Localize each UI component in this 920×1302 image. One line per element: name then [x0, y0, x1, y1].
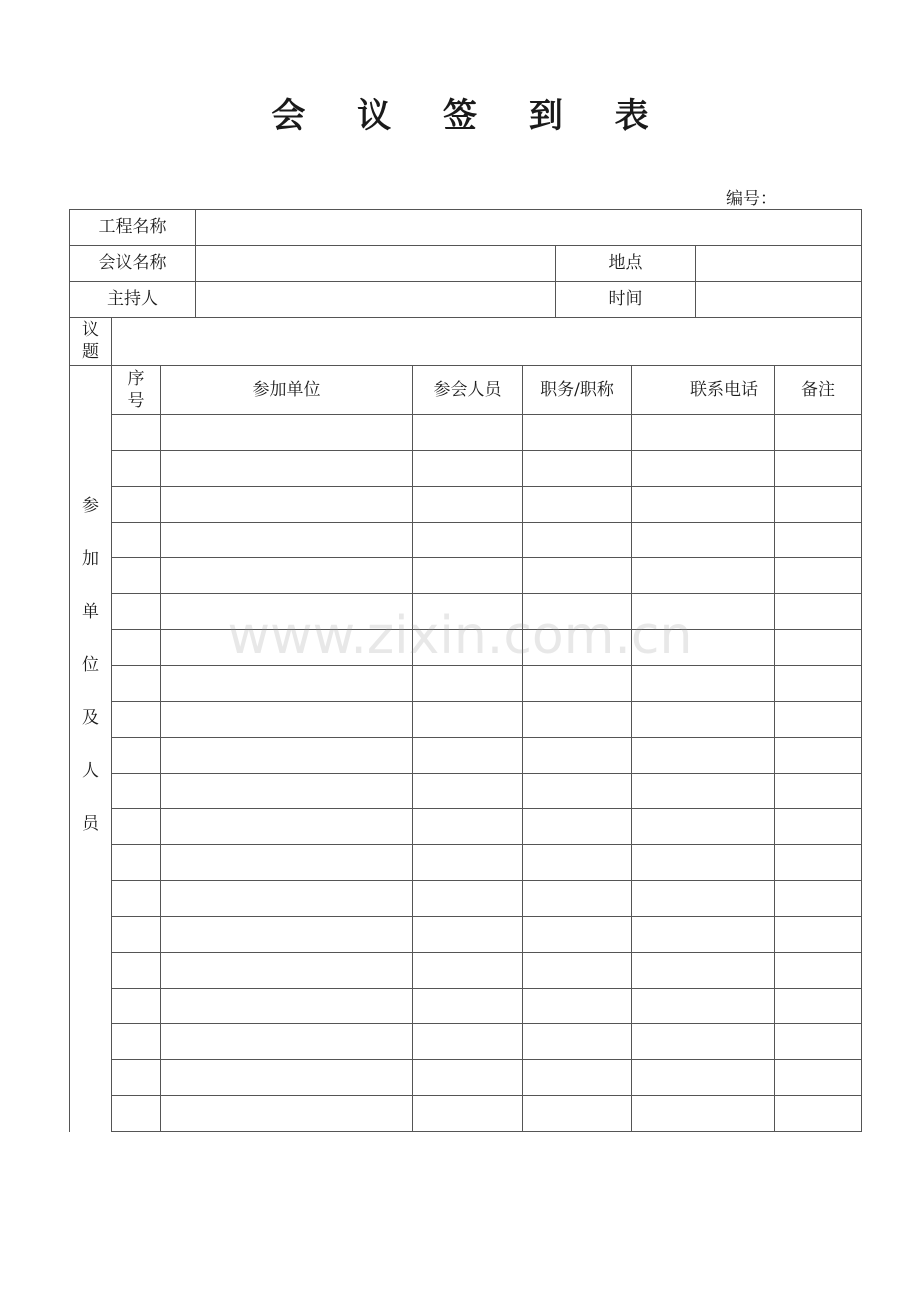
- table-cell-phone[interactable]: [632, 594, 774, 629]
- host-field[interactable]: [196, 282, 555, 316]
- table-rule: [111, 1131, 862, 1132]
- table-cell-seq[interactable]: [112, 738, 160, 773]
- table-cell-remark[interactable]: [775, 989, 861, 1023]
- col-header-seq: [112, 366, 160, 414]
- table-cell-title[interactable]: [523, 738, 631, 773]
- table-cell-unit[interactable]: [161, 487, 412, 522]
- table-cell-seq[interactable]: [112, 451, 160, 486]
- side-label-char: 及: [82, 708, 99, 728]
- table-cell-title[interactable]: [523, 953, 631, 988]
- table-cell-phone[interactable]: [632, 953, 774, 988]
- table-rule: [695, 245, 696, 318]
- table-cell-phone[interactable]: [632, 451, 774, 486]
- table-cell-attendee[interactable]: [413, 881, 522, 916]
- table-cell-title[interactable]: [523, 1024, 631, 1059]
- table-cell-phone[interactable]: [632, 917, 774, 952]
- table-cell-remark[interactable]: [775, 953, 861, 988]
- topic-field[interactable]: [112, 318, 861, 364]
- meeting-name-field[interactable]: [196, 246, 555, 280]
- table-cell-phone[interactable]: [632, 1024, 774, 1059]
- table-cell-remark[interactable]: [775, 523, 861, 557]
- table-cell-seq[interactable]: [112, 558, 160, 593]
- table-cell-phone[interactable]: [632, 845, 774, 880]
- table-cell-seq[interactable]: [112, 666, 160, 701]
- table-cell-remark[interactable]: [775, 774, 861, 808]
- table-cell-seq[interactable]: [112, 989, 160, 1023]
- table-cell-seq[interactable]: [112, 1060, 160, 1095]
- table-cell-phone[interactable]: [632, 630, 774, 665]
- col-header-title: 职务/职称: [540, 380, 614, 400]
- table-cell-attendee[interactable]: [413, 666, 522, 701]
- table-cell-unit[interactable]: [161, 953, 412, 988]
- table-cell-seq[interactable]: [112, 1096, 160, 1131]
- table-cell-title[interactable]: [523, 702, 631, 737]
- table-cell-seq[interactable]: [112, 881, 160, 916]
- col-header-unit: 参加单位: [252, 380, 321, 400]
- table-cell-unit[interactable]: [161, 845, 412, 880]
- table-cell-title[interactable]: [523, 917, 631, 952]
- table-cell-title[interactable]: [523, 594, 631, 629]
- table-cell-attendee[interactable]: [413, 1060, 522, 1095]
- table-cell-seq[interactable]: [112, 774, 160, 808]
- table-cell-attendee[interactable]: [413, 1096, 522, 1131]
- table-cell-remark[interactable]: [775, 702, 861, 737]
- table-cell-unit[interactable]: [161, 809, 412, 844]
- table-cell-remark[interactable]: [775, 1096, 861, 1131]
- table-cell-attendee[interactable]: [413, 487, 522, 522]
- table-cell-seq[interactable]: [112, 702, 160, 737]
- table-cell-title[interactable]: [523, 809, 631, 844]
- side-label-char: 加: [82, 549, 99, 569]
- table-cell-attendee[interactable]: [413, 594, 522, 629]
- table-cell-unit[interactable]: [161, 1096, 412, 1131]
- table-cell-unit[interactable]: [161, 666, 412, 701]
- table-cell-title[interactable]: [523, 451, 631, 486]
- table-cell-attendee[interactable]: [413, 558, 522, 593]
- table-cell-seq[interactable]: [112, 845, 160, 880]
- table-rule: [69, 209, 70, 1132]
- table-cell-seq[interactable]: [112, 630, 160, 665]
- table-rule: [555, 245, 556, 318]
- table-cell-remark[interactable]: [775, 558, 861, 593]
- table-cell-attendee[interactable]: [413, 451, 522, 486]
- table-cell-phone[interactable]: [632, 558, 774, 593]
- table-cell-phone[interactable]: [632, 1096, 774, 1131]
- table-cell-unit[interactable]: [161, 881, 412, 916]
- side-label-char: 单: [82, 602, 99, 622]
- table-cell-seq[interactable]: [112, 415, 160, 450]
- table-cell-remark[interactable]: [775, 451, 861, 486]
- table-cell-remark[interactable]: [775, 917, 861, 952]
- table-cell-title[interactable]: [523, 1096, 631, 1131]
- table-cell-phone[interactable]: [632, 774, 774, 808]
- table-cell-title[interactable]: [523, 881, 631, 916]
- time-field[interactable]: [696, 282, 861, 316]
- table-cell-attendee[interactable]: [413, 774, 522, 808]
- topic-label-text: 议题: [82, 320, 99, 362]
- table-cell-phone[interactable]: [632, 523, 774, 557]
- table-cell-title[interactable]: [523, 415, 631, 450]
- table-rule: [69, 281, 862, 282]
- table-cell-seq[interactable]: [112, 1024, 160, 1059]
- table-cell-phone[interactable]: [632, 738, 774, 773]
- table-cell-title[interactable]: [523, 845, 631, 880]
- table-cell-attendee[interactable]: [413, 917, 522, 952]
- meeting-name-label: 会议名称: [98, 253, 167, 273]
- table-cell-remark[interactable]: [775, 594, 861, 629]
- table-rule: [69, 317, 862, 318]
- table-cell-seq[interactable]: [112, 917, 160, 952]
- host-label: 主持人: [107, 289, 158, 309]
- table-rule: [69, 245, 862, 246]
- table-cell-phone[interactable]: [632, 809, 774, 844]
- side-label-char: 人: [82, 761, 99, 781]
- topic-label: [70, 317, 111, 365]
- table-cell-unit[interactable]: [161, 451, 412, 486]
- col-header-seq-text: 序号: [127, 369, 145, 411]
- table-cell-attendee[interactable]: [413, 702, 522, 737]
- table-cell-remark[interactable]: [775, 881, 861, 916]
- table-cell-attendee[interactable]: [413, 738, 522, 773]
- table-cell-remark[interactable]: [775, 666, 861, 701]
- table-cell-attendee[interactable]: [413, 523, 522, 557]
- col-header-remark: 备注: [801, 380, 835, 400]
- table-cell-seq[interactable]: [112, 809, 160, 844]
- participants-side-label: [70, 495, 111, 835]
- table-cell-attendee[interactable]: [413, 1024, 522, 1059]
- table-cell-remark[interactable]: [775, 630, 861, 665]
- table-cell-seq[interactable]: [112, 523, 160, 557]
- table-cell-remark[interactable]: [775, 1060, 861, 1095]
- table-cell-remark[interactable]: [775, 809, 861, 844]
- table-cell-unit[interactable]: [161, 415, 412, 450]
- table-rule: [69, 365, 862, 366]
- table-cell-title[interactable]: [523, 774, 631, 808]
- table-cell-title[interactable]: [523, 989, 631, 1023]
- col-header-attendee: 参会人员: [433, 380, 502, 400]
- table-cell-attendee[interactable]: [413, 809, 522, 844]
- table-cell-unit[interactable]: [161, 1024, 412, 1059]
- location-field[interactable]: [696, 246, 861, 280]
- table-cell-remark[interactable]: [775, 415, 861, 450]
- table-cell-unit[interactable]: [161, 917, 412, 952]
- table-rule: [861, 209, 862, 1132]
- table-cell-seq[interactable]: [112, 953, 160, 988]
- table-cell-seq[interactable]: [112, 594, 160, 629]
- table-cell-unit[interactable]: [161, 558, 412, 593]
- project-name-field[interactable]: [196, 210, 861, 244]
- table-cell-attendee[interactable]: [413, 845, 522, 880]
- table-cell-phone[interactable]: [632, 415, 774, 450]
- table-cell-remark[interactable]: [775, 487, 861, 522]
- table-cell-unit[interactable]: [161, 594, 412, 629]
- project-name-label: 工程名称: [98, 217, 167, 237]
- table-cell-phone[interactable]: [632, 1060, 774, 1095]
- table-cell-title[interactable]: [523, 630, 631, 665]
- table-cell-title[interactable]: [523, 1060, 631, 1095]
- table-cell-remark[interactable]: [775, 845, 861, 880]
- table-cell-remark[interactable]: [775, 738, 861, 773]
- table-cell-remark[interactable]: [775, 1024, 861, 1059]
- table-cell-attendee[interactable]: [413, 415, 522, 450]
- table-cell-phone[interactable]: [632, 666, 774, 701]
- side-label-char: 参: [82, 496, 99, 516]
- table-cell-title[interactable]: [523, 666, 631, 701]
- page-title: 会 议 签 到 表: [271, 96, 669, 136]
- table-rule: [69, 209, 862, 210]
- side-label-char: 员: [82, 814, 99, 834]
- table-cell-phone[interactable]: [632, 702, 774, 737]
- table-cell-title[interactable]: [523, 487, 631, 522]
- location-label: 地点: [608, 253, 643, 273]
- col-header-phone: 联系电话: [690, 380, 758, 400]
- table-cell-attendee[interactable]: [413, 630, 522, 665]
- table-cell-attendee[interactable]: [413, 953, 522, 988]
- table-rule: [195, 209, 196, 318]
- table-cell-phone[interactable]: [632, 989, 774, 1023]
- table-cell-attendee[interactable]: [413, 989, 522, 1023]
- watermark: www.zixin.com.cn: [227, 606, 693, 666]
- table-cell-title[interactable]: [523, 523, 631, 557]
- table-cell-unit[interactable]: [161, 702, 412, 737]
- table-cell-unit[interactable]: [161, 774, 412, 808]
- time-label: 时间: [608, 289, 643, 309]
- table-cell-unit[interactable]: [161, 523, 412, 557]
- table-cell-seq[interactable]: [112, 487, 160, 522]
- table-cell-title[interactable]: [523, 558, 631, 593]
- table-cell-unit[interactable]: [161, 630, 412, 665]
- side-label-char: 位: [82, 655, 99, 675]
- table-cell-unit[interactable]: [161, 989, 412, 1023]
- table-cell-unit[interactable]: [161, 738, 412, 773]
- table-cell-unit[interactable]: [161, 1060, 412, 1095]
- table-cell-phone[interactable]: [632, 487, 774, 522]
- table-cell-phone[interactable]: [632, 881, 774, 916]
- serial-number-label: 编号：: [726, 189, 777, 209]
